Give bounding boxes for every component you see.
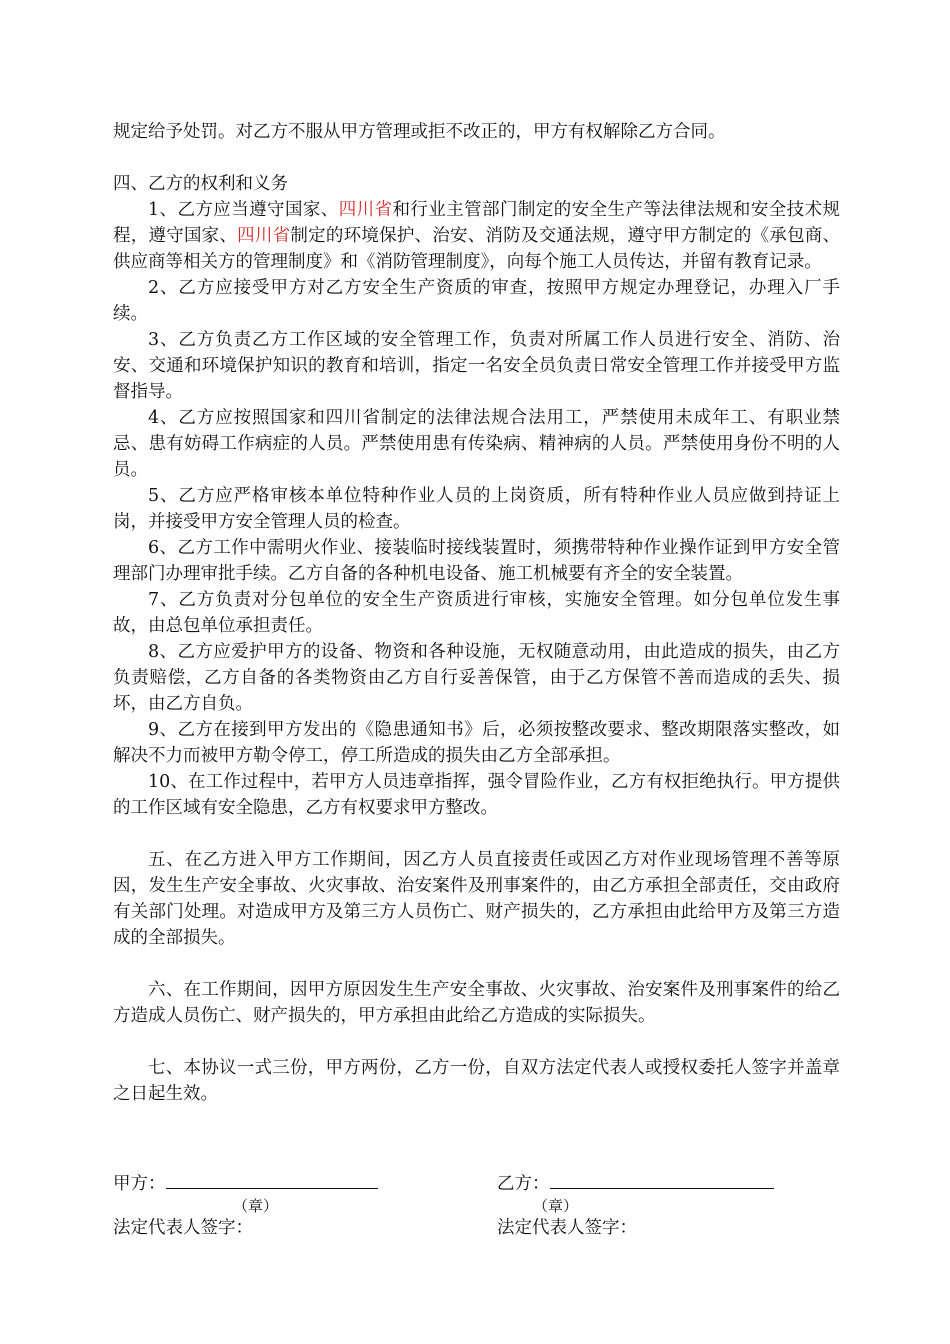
party-b-rep-label: 法定代表人签字： bbox=[497, 1218, 637, 1238]
party-a-signature-block bbox=[113, 1172, 378, 1240]
section-4-item-7: 7、乙方负责对分包单位的安全生产资质进行审核，实施安全管理。如分包单位发生事故，由总包单位承担责任。 bbox=[113, 590, 840, 636]
section-4-item-6: 6、乙方工作中需明火作业、接装临时接线装置时，须携带特种作业操作证到甲方安全管理部门办理审批手续。乙方自备的各种机电设备、施工机械要有齐全的安全装置。 bbox=[113, 538, 840, 584]
item-1-text-a: 1、乙方应当遵守国家、 bbox=[148, 200, 339, 220]
party-a-signature-line[interactable] bbox=[166, 1174, 378, 1189]
party-b-stamp-label: （章） bbox=[533, 1197, 579, 1215]
item-1-text-c: 制定的环境保护、治安、消防及交通法规，遵守甲方制定的《承包商、供应商等相关方的管理制度》和《消防管理制度》，向每个施工人员传达，并留有教育记录。 bbox=[113, 226, 841, 272]
party-a-label: 甲方： bbox=[113, 1174, 166, 1194]
highlight-province-1: 四川省 bbox=[338, 200, 393, 220]
party-a-stamp-label: （章） bbox=[233, 1197, 279, 1215]
section-4-item-1 bbox=[113, 197, 840, 275]
section-4-item-10: 10、在工作过程中，若甲方人员违章指挥，强令冒险作业，乙方有权拒绝执行。甲方提供的工作区域有安全隐患，乙方有权要求甲方整改。 bbox=[113, 772, 840, 818]
party-b-label: 乙方： bbox=[497, 1174, 550, 1194]
contract-body bbox=[113, 119, 840, 1107]
section-7-paragraph: 七、本协议一式三份，甲方两份，乙方一份，自双方法定代表人或授权委托人签字并盖章之日起生效。 bbox=[113, 1058, 840, 1104]
section-4-item-2: 2、乙方应接受甲方对乙方安全生产资质的审查，按照甲方规定办理登记，办理入厂手续。 bbox=[113, 278, 840, 324]
section-4-item-5: 5、乙方应严格审核本单位特种作业人员的上岗资质，所有特种作业人员应做到持证上岗，并接受甲方安全管理人员的检查。 bbox=[113, 486, 840, 532]
section-4-item-9: 9、乙方在接到甲方发出的《隐患通知书》后，必须按整改要求、整改期限落实整改，如解决不力而被甲方勒令停工，停工所造成的损失由乙方全部承担。 bbox=[113, 720, 840, 766]
party-b-signature-block bbox=[497, 1172, 774, 1240]
item-1-text-b: 和行业主管部门制定的安全生产等法律法规和安全技术规程，遵守国家、 bbox=[113, 200, 841, 246]
section-4-heading: 四、乙方的权利和义务 bbox=[113, 174, 288, 194]
section-6-paragraph: 六、在工作期间，因甲方原因发生生产安全事故、火灾事故、治安案件及刑事案件的给乙方造成人员伤亡、财产损失的，甲方承担由此给乙方造成的实际损失。 bbox=[113, 980, 840, 1026]
party-b-signature-line[interactable] bbox=[550, 1174, 774, 1189]
carry-over-paragraph: 规定给予处罚。对乙方不服从甲方管理或拒不改正的，甲方有权解除乙方合同。 bbox=[113, 122, 726, 142]
highlight-province-2: 四川省 bbox=[237, 226, 291, 246]
section-5-paragraph: 五、在乙方进入甲方工作期间，因乙方人员直接责任或因乙方对作业现场管理不善等原因，发生生产安全事故、火灾事故、治安案件及刑事案件的，由乙方承担全部责任，交由政府有关部门处理。对造成甲方及第三方人员伤亡、财产损失的，乙方承担由此给甲方及第三方造成的全部损失。 bbox=[113, 850, 840, 948]
section-4-item-4: 4、乙方应按照国家和四川省制定的法律法规合法用工，严禁使用未成年工、有职业禁忌、患有妨碍工作病症的人员。严禁使用患有传染病、精神病的人员。严禁使用身份不明的人员。 bbox=[113, 408, 840, 480]
party-a-rep-label: 法定代表人签字： bbox=[113, 1218, 253, 1238]
section-4-item-3: 3、乙方负责乙方工作区域的安全管理工作，负责对所属工作人员进行安全、消防、治安、交通和环境保护知识的教育和培训，指定一名安全员负责日常安全管理工作并接受甲方监督指导。 bbox=[113, 330, 840, 402]
section-4-item-8: 8、乙方应爱护甲方的设备、物资和各种设施，无权随意动用，由此造成的损失，由乙方负责赔偿，乙方自备的各类物资由乙方自行妥善保管，由于乙方保管不善而造成的丢失、损坏，由乙方自负。 bbox=[113, 642, 840, 714]
